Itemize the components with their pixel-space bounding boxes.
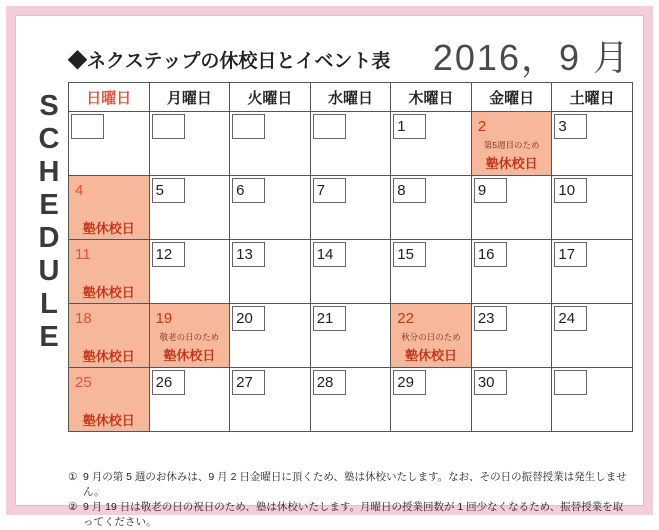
holiday-label: 塾休校日 xyxy=(82,413,135,428)
holiday-reason: 第5週目のため xyxy=(483,140,540,150)
day-number: 2 xyxy=(477,118,487,135)
day-cell-holiday[interactable] xyxy=(69,240,150,304)
calendar-week-row xyxy=(69,368,633,432)
day-cell-holiday[interactable] xyxy=(471,112,552,176)
day-number: 8 xyxy=(393,178,426,203)
day-number: 7 xyxy=(313,178,346,203)
weekday-header-row xyxy=(69,83,633,112)
day-number xyxy=(232,114,265,139)
day-cell[interactable] xyxy=(471,176,552,240)
holiday-label: 塾休校日 xyxy=(163,348,216,363)
day-cell[interactable] xyxy=(471,368,552,432)
day-number: 4 xyxy=(75,182,84,199)
day-number: 1 xyxy=(393,114,426,139)
day-cell[interactable] xyxy=(552,304,633,368)
weekday-header-wednesday: 水曜日 xyxy=(310,83,391,112)
day-cell[interactable] xyxy=(310,176,391,240)
day-number: 20 xyxy=(232,306,265,331)
holiday-label: 塾休校日 xyxy=(485,156,538,171)
weekday-header-monday: 月曜日 xyxy=(149,83,230,112)
day-number: 14 xyxy=(313,242,346,267)
day-cell[interactable] xyxy=(552,176,633,240)
footnote-item xyxy=(68,470,633,500)
day-cell[interactable] xyxy=(391,176,472,240)
day-number: 11 xyxy=(75,246,91,263)
footnotes xyxy=(68,470,633,530)
holiday-label: 塾休校日 xyxy=(405,348,458,363)
day-number: 30 xyxy=(474,370,507,395)
day-cell[interactable] xyxy=(230,240,311,304)
weekday-header-friday: 金曜日 xyxy=(471,83,552,112)
day-cell[interactable] xyxy=(230,176,311,240)
holiday-reason: 秋分の日のため xyxy=(401,332,461,342)
calendar-table xyxy=(68,82,633,432)
day-cell[interactable] xyxy=(310,304,391,368)
header xyxy=(68,30,633,82)
holiday-label: 塾休校日 xyxy=(82,285,135,300)
calendar-week-row xyxy=(69,112,633,176)
day-cell-holiday[interactable] xyxy=(69,176,150,240)
day-number: 28 xyxy=(313,370,346,395)
day-cell[interactable] xyxy=(69,112,150,176)
day-cell[interactable] xyxy=(149,112,230,176)
day-number: 29 xyxy=(393,370,426,395)
day-cell[interactable] xyxy=(552,368,633,432)
day-cell[interactable] xyxy=(391,368,472,432)
footnote-marker: ② xyxy=(68,501,78,513)
day-number: 23 xyxy=(474,306,507,331)
day-cell[interactable] xyxy=(230,368,311,432)
day-cell[interactable] xyxy=(552,112,633,176)
day-number: 3 xyxy=(554,114,587,139)
day-cell[interactable] xyxy=(230,304,311,368)
day-number xyxy=(554,370,587,395)
day-number: 16 xyxy=(474,242,507,267)
day-cell[interactable] xyxy=(230,112,311,176)
day-cell[interactable] xyxy=(310,112,391,176)
holiday-label: 塾休校日 xyxy=(82,349,135,364)
day-cell[interactable] xyxy=(149,368,230,432)
weekday-header-saturday: 土曜日 xyxy=(552,83,633,112)
page-subtitle: ◆ネクステップの休校日とイベント表 xyxy=(68,51,391,72)
day-number: 12 xyxy=(152,242,185,267)
weekday-header-tuesday: 火曜日 xyxy=(230,83,311,112)
day-number: 21 xyxy=(313,306,346,331)
calendar-week-row xyxy=(69,304,633,368)
holiday-label: 塾休校日 xyxy=(82,221,135,236)
calendar-week-row xyxy=(69,176,633,240)
day-cell[interactable] xyxy=(471,240,552,304)
vertical-schedule-label: SCHEDULE xyxy=(33,90,65,354)
day-number: 18 xyxy=(75,310,92,327)
day-number xyxy=(152,114,185,139)
day-cell[interactable] xyxy=(149,240,230,304)
day-cell[interactable] xyxy=(310,368,391,432)
footnote-text: 9 月の第 5 週のお休みは、9 月 2 日金曜日に頂くため、塾は休校いたします。なお、その日の振替授業は発生しません。 xyxy=(83,471,627,498)
day-cell[interactable] xyxy=(310,240,391,304)
holiday-reason: 敬老の日のため xyxy=(159,332,220,342)
day-number: 25 xyxy=(75,374,92,391)
day-number: 15 xyxy=(393,242,426,267)
day-cell-holiday[interactable] xyxy=(391,304,472,368)
footnote-text: 9 月 19 日は敬老の日の祝日のため、塾は休校いたします。月曜日の授業回数が 1 回少なくなるため、振替授業を取ってください。 xyxy=(83,501,624,528)
footnote-item xyxy=(68,500,633,530)
day-number: 22 xyxy=(397,310,414,327)
day-cell[interactable] xyxy=(471,304,552,368)
day-cell-holiday[interactable] xyxy=(69,368,150,432)
page-content xyxy=(22,22,637,528)
day-cell[interactable] xyxy=(391,112,472,176)
day-number: 26 xyxy=(152,370,185,395)
day-number: 27 xyxy=(232,370,265,395)
footnote-marker: ① xyxy=(68,471,78,483)
day-number: 10 xyxy=(554,178,587,203)
day-number: 5 xyxy=(152,178,185,203)
page-title: 2016，9 月 xyxy=(432,37,631,78)
weekday-header-sunday: 日曜日 xyxy=(69,83,150,112)
day-cell[interactable] xyxy=(552,240,633,304)
day-cell[interactable] xyxy=(149,176,230,240)
calendar-body xyxy=(69,112,633,432)
day-number: 9 xyxy=(474,178,507,203)
day-cell-holiday[interactable] xyxy=(69,304,150,368)
day-number: 17 xyxy=(554,242,587,267)
day-number xyxy=(313,114,346,139)
calendar-week-row xyxy=(69,240,633,304)
day-number xyxy=(71,114,104,139)
day-cell[interactable] xyxy=(391,240,472,304)
day-number: 24 xyxy=(554,306,587,331)
weekday-header-thursday: 木曜日 xyxy=(391,83,472,112)
day-number: 6 xyxy=(232,178,265,203)
day-number: 13 xyxy=(232,242,265,267)
day-number: 19 xyxy=(155,310,173,327)
day-cell-holiday[interactable] xyxy=(149,304,230,368)
